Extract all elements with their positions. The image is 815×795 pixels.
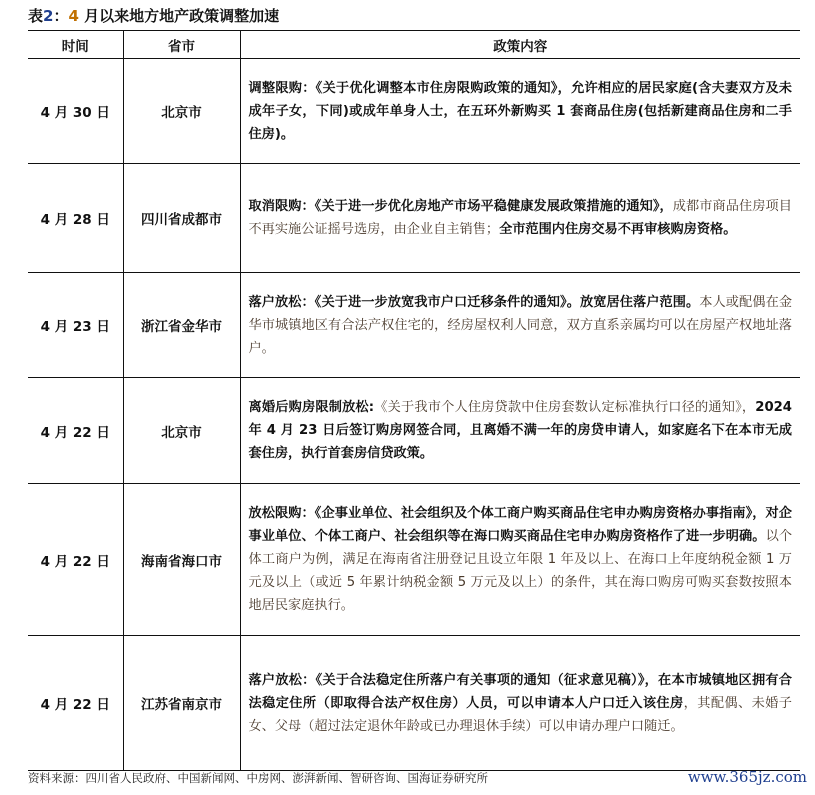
row-policy <box>240 378 800 484</box>
row-policy <box>240 59 800 164</box>
row-city: 北京市 <box>123 378 240 484</box>
row-date: 4 月 22 日 <box>28 636 123 771</box>
policy-text-bold: 2024 年 4 月 23 日后签订购房网签合同，且离婚不满一年的房贷申请人，如家庭名下在本市无成套住房，执行首套房信贷政策。 <box>248 400 792 461</box>
policy-text-bold: 调整限购：《关于优化调整本市住房限购政策的通知》，允许相应的居民家庭(含夫妻双方及未成年子女，下同)或成年单身人士，在五环外新购买 1 套商品住房(包括新建商品住房和二手住房)。 <box>248 80 792 142</box>
header-city: 省市 <box>123 31 240 59</box>
table-row <box>28 59 800 164</box>
title-prefix: 表 <box>28 7 44 25</box>
title-sep: ： <box>53 7 69 25</box>
source-note: 资料来源：四川省人民政府、中国新闻网、中房网、澎湃新闻、智研咨询、国海证券研究所 <box>28 771 488 785</box>
policy-text-bold: 放松限购：《企事业单位、社会组织及个体工商户购买商品住宅申办购房资格办事指南》，对企事业单位、个体工商户、社会组织等在海口购买商品住宅申办购房资格作了进一步明确。 <box>248 506 792 544</box>
row-date: 4 月 28 日 <box>28 164 123 273</box>
row-date: 4 月 22 日 <box>28 484 123 636</box>
policy-text-bold: 落户放松：《关于合法稳定住所落户有关事项的通知（征求意见稿）》，在本市城镇地区拥有合法稳定住所（即取得合法产权住房）人员，可以申请本人户口迁入该住房 <box>248 672 792 711</box>
policy-text-bold: 取消限购：《关于进一步优化房地产市场平稳健康发展政策措施的通知》， <box>248 199 673 214</box>
table-header-row <box>28 31 800 59</box>
table-row <box>28 164 800 273</box>
row-city: 浙江省金华市 <box>123 273 240 378</box>
row-date: 4 月 23 日 <box>28 273 123 378</box>
table-title <box>28 5 279 26</box>
table-row <box>28 378 800 484</box>
header-policy: 政策内容 <box>240 31 800 59</box>
row-date: 4 月 30 日 <box>28 59 123 164</box>
table-row <box>28 484 800 636</box>
policy-text-bold: 离婚后购房限制放松: <box>248 400 375 415</box>
title-number: 2 <box>43 7 54 25</box>
watermark: www.365jz.com <box>687 768 807 786</box>
policy-table <box>28 30 800 771</box>
policy-text: 《关于我市个人住房贷款中住房套数认定标准执行口径的通知》， <box>374 400 756 415</box>
row-policy <box>240 164 800 273</box>
title-month: 4 <box>68 7 79 25</box>
policy-text: 成都市商品住房项目不再实施公证摇号选房，由企业自主销售； <box>248 199 792 237</box>
row-date: 4 月 22 日 <box>28 378 123 484</box>
policy-text: 以个体工商户为例，满足在海南省注册登记且设立年限 1 年及以上、在海口上年度纳税金额 1 万元及以上（或近 5 年累计纳税金额 5 万元及以上）的条件，其在海口购房可购买套数按照本地居民家庭执行。 <box>248 529 793 613</box>
row-city: 四川省成都市 <box>123 164 240 273</box>
title-text: 月以来地方地产政策调整加速 <box>78 7 280 25</box>
policy-text-bold: 落户放松：《关于进一步放宽我市户口迁移条件的通知》。放宽居住落户范围。 <box>248 294 700 310</box>
policy-text: 本人或配偶在金华市城镇地区有合法产权住宅的，经房屋权利人同意，双方直系亲属均可以在房屋产权地址落户。 <box>248 294 793 356</box>
policy-text-bold: 全市范围内住房交易不再审核购房资格。 <box>499 222 737 237</box>
table-row <box>28 636 800 771</box>
row-policy <box>240 273 800 378</box>
policy-text: ，其配偶、未婚子女、父母（超过法定退休年龄或已办理退休手续）可以申请办理户口随迁。 <box>248 695 792 734</box>
row-city: 江苏省南京市 <box>123 636 240 771</box>
row-city: 海南省海口市 <box>123 484 240 636</box>
row-policy <box>240 484 800 636</box>
row-city: 北京市 <box>123 59 240 164</box>
header-time: 时间 <box>28 31 123 59</box>
table-row <box>28 273 800 378</box>
row-policy <box>240 636 800 771</box>
